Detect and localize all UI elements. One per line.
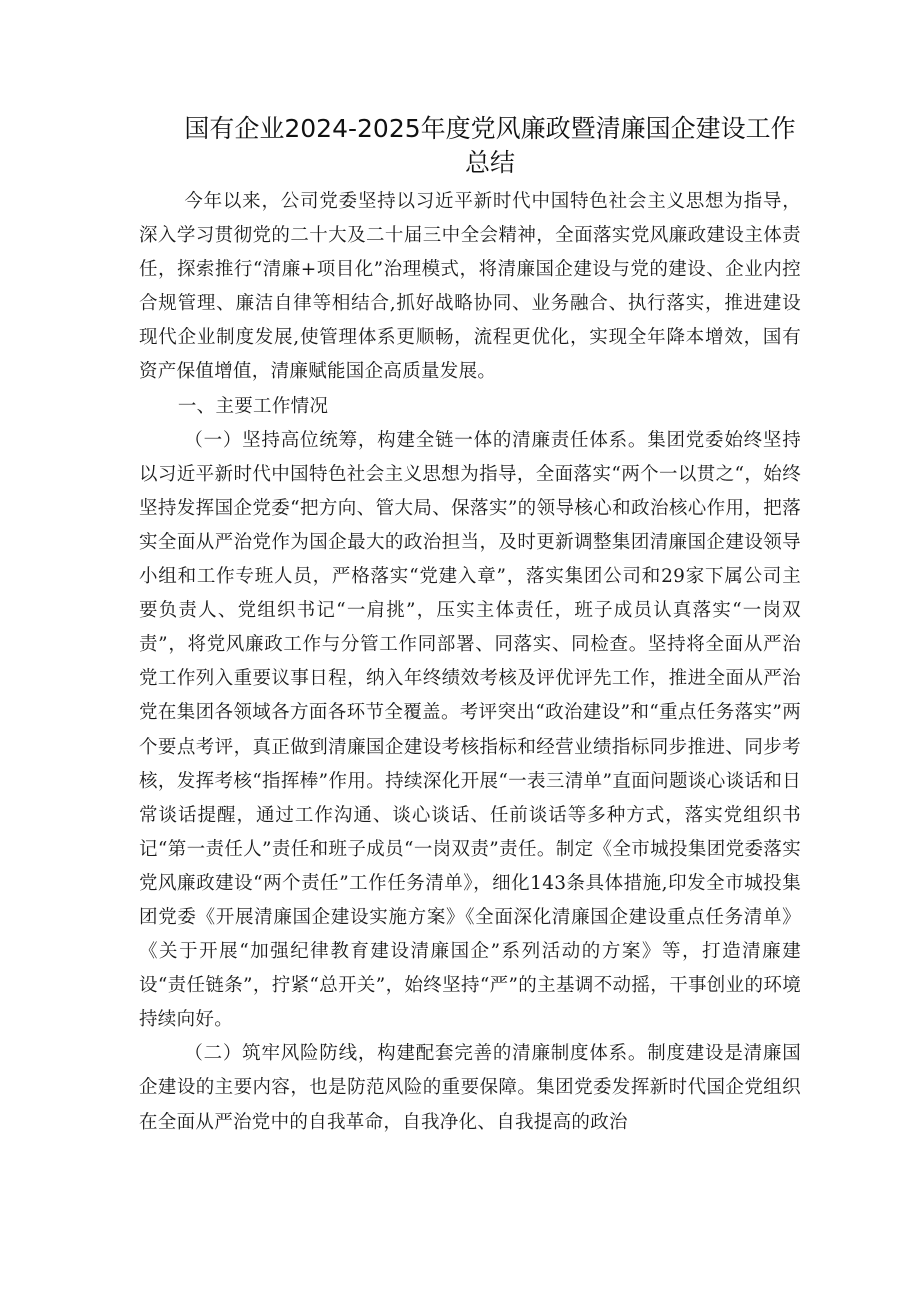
document-body: [139, 185, 801, 1140]
title-line-1: 国有企业2024-2025年度党风廉政暨清廉国企建设工作: [184, 114, 796, 143]
section-heading-main-work: 一、主要工作情况: [177, 395, 329, 417]
paragraph-section-1: （一）坚持高位统筹，构建全链一体的清廉责任体系。集团党委始终坚持以习近平新时代中国特色社会主义思想为指导，全面落实“两个一以贯之“，始终坚持发挥国企党委“把方向、管大局、保落实”的领导核心和政治核心作用，把落实全面从严治党作为国企最大的政治担当，及时更新调整集团清廉国企建设领导小组和工作专班人员，严格落实“党建入章”，落实集团公司和29家下属公司主要负责人、党组织书记“一肩挑”，压实主体责任，班子成员认真落实“一岗双责”，将党风廉政工作与分管工作同部署、同落实、同检查。坚持将全面从严治党工作列入重要议事日程，纳入年终绩效考核及评优评先工作，推进全面从严治党在集团各领域各方面各环节全覆盖。考评突出“政治建设”和“重点任务落实”两个要点考评，真正做到清廉国企建设考核指标和经营业绩指标同步推进、同步考核，发挥考核“指挥棒”作用。持续深化开展“一表三清单”直面问题谈心谈话和日常谈话提醒，通过工作沟通、谈心谈话、任前谈话等多种方式，落实党组织书记“第一责任人”责任和班子成员“一岗双责”责任。制定《全市城投集团党委落实党风廉政建设“两个责任”工作任务清单》，细化143条具体措施,印发全市城投集团党委《开展清廉国企建设实施方案》《全面深化清廉国企建设重点任务清单》《关于开展“加强纪律教育建设清廉国企”系列活动的方案》等，打造清廉建设“责任链条”，拧紧“总开关”，始终坚持“严”的主基调不动摇，干事创业的环境持续向好。: [139, 429, 801, 1031]
paragraph-section-2: （二）筑牢风险防线，构建配套完善的清廉制度体系。制度建设是清廉国企建设的主要内容，也是防范风险的重要保障。集团党委发挥新时代国企党组织在全面从严治党中的自我革命，自我净化、自我提高的政治: [139, 1043, 801, 1133]
intro-paragraph: 今年以来，公司党委坚持以习近平新时代中国特色社会主义思想为指导，深入学习贯彻党的二十大及二十届三中全会精神，全面落实党风廉政建设主体责任，探索推行“清廉+项目化”治理模式，将清廉国企建设与党的建设、企业内控合规管理、廉洁自律等相结合,抓好战略协同、业务融合、执行落实，推进建设现代企业制度发展,使管理体系更顺畅，流程更优化，实现全年降本增效，国有资产保值增值，清廉赋能国企高质量发展。: [139, 191, 801, 383]
document-title: [140, 112, 840, 180]
title-line-2: 总结: [464, 148, 515, 177]
